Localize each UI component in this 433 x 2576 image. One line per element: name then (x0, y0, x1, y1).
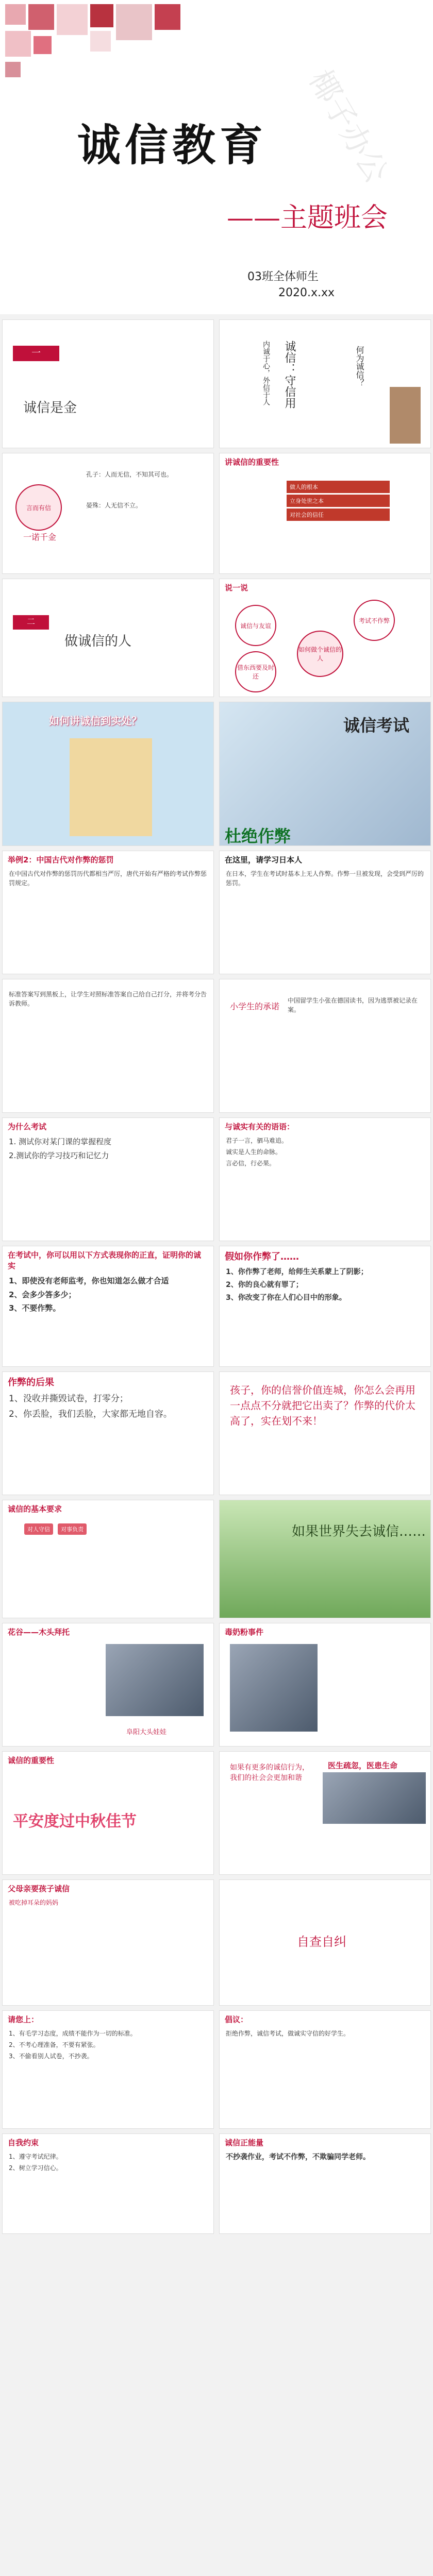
slide-card[interactable] (2, 579, 214, 697)
illustration-image (70, 738, 152, 836)
decor-square (155, 4, 180, 30)
section-title: 诚信是金 (23, 400, 77, 416)
slide-text: 中国留学生小张在德国读书，因为逃票被记录在案。 (288, 997, 418, 1013)
slide-text: 拒绝作弊，诚信考试，做诚实守信的好学生。 (226, 2030, 350, 2037)
slide-title: 倡议： (225, 2015, 248, 2024)
slide-title: 假如你作弊了…… (225, 1251, 299, 1262)
key-point: 做人的根本 (287, 481, 390, 493)
vertical-text: 何为诚信？ (355, 346, 364, 387)
slide-card[interactable] (2, 1500, 214, 1618)
decor-square (5, 62, 21, 77)
slide-text: 在日本，学生在考试时基本上无人作弊。作弊一旦被发现，会受到严厉的惩罚。 (226, 870, 424, 887)
circle-text: 一诺千金 (23, 532, 57, 542)
slide-title: 诚信的基本要求 (8, 1504, 62, 1514)
decor-square (5, 4, 26, 25)
list-item: 1、没收并撕毁试卷，打零分； (9, 1394, 128, 1404)
page-title: 诚信教育 (77, 120, 268, 171)
key-point: 对社会的信任 (287, 509, 390, 521)
list-item: 3、你改变了你在人们心目中的形象。 (226, 1294, 346, 1302)
slide-card[interactable] (219, 1117, 431, 1241)
slide-grid (2, 319, 431, 2239)
slide-card[interactable] (219, 579, 431, 697)
news-photo (230, 1644, 318, 1732)
list-item: 2、不考心理准备，不要有紧张。 (9, 2041, 99, 2048)
slide-text: 如果世界失去诚信…… (292, 1524, 426, 1539)
watermark: 椰子办公 (302, 64, 395, 189)
slide-title: 父母亲要孩子诚信 (8, 1884, 70, 1893)
news-photo (106, 1644, 204, 1716)
slide-card[interactable] (219, 453, 431, 574)
title-slide (0, 0, 433, 314)
slide-card[interactable] (219, 1879, 431, 2006)
news-photo (323, 1772, 426, 1824)
slide-text: 如果有更多的诚信行为，我们的社会会更加和谐 (230, 1764, 309, 1782)
requirement-badge: 对事负责 (58, 1523, 87, 1535)
slide-card[interactable] (2, 1879, 214, 2006)
list-item: 诚实是人生的命脉。 (226, 1148, 282, 1156)
slide-card[interactable] (2, 1371, 214, 1495)
slide-card[interactable] (219, 851, 431, 974)
slide-card[interactable] (219, 1623, 431, 1747)
slide-title: 与诚实有关的语语： (225, 1122, 295, 1131)
slide-card[interactable] (219, 979, 431, 1113)
slide-title: 诚信考试 (343, 716, 410, 735)
slide-card[interactable] (2, 319, 214, 448)
decor-square (116, 4, 152, 40)
slide-title: 小学生的承诺 (230, 1002, 280, 1011)
slide-card[interactable] (2, 702, 214, 846)
slide-title: 为什么考试 (8, 1122, 47, 1131)
slide-text: 在中国古代对作弊的惩罚历代都相当严厉，唐代开始有严格的考试作弊惩罚规定。 (9, 870, 207, 887)
slide-card[interactable] (219, 1500, 431, 1618)
circle-text: 借东西要及时还 (237, 664, 274, 680)
scroll-image (390, 387, 421, 444)
list-item: 1. 测试你对某门课的掌握程度 (9, 1137, 112, 1146)
slide-card[interactable] (219, 1246, 431, 1367)
slide-card[interactable] (219, 1371, 431, 1495)
topic-circle (354, 600, 395, 641)
circle-text: 诚信与友谊 (240, 622, 271, 630)
vertical-text: 诚信：守信用 (283, 341, 296, 409)
slide-title: 如何讲诚信到实处？ (49, 715, 142, 727)
quote-text: 晏殊：人无信不立。 (86, 502, 142, 509)
slide-title: 讲诚信的重要性 (225, 457, 279, 467)
slide-footer: 杜绝作弊 (225, 826, 291, 846)
decor-square (90, 4, 113, 27)
slide-card[interactable] (2, 1751, 214, 1875)
slide-card[interactable] (219, 2010, 431, 2129)
list-item: 3、不偷看别人试卷，不抄袭。 (9, 2053, 93, 2060)
decor-square (34, 36, 52, 54)
slide-card[interactable] (2, 979, 214, 1113)
slide-title: 举例2：中国古代对作弊的惩罚 (8, 855, 114, 865)
list-item: 君子一言，驷马难追。 (226, 1137, 288, 1144)
slide-title: 说一说 (225, 583, 248, 592)
list-item: 2、你的良心就有罪了； (226, 1281, 303, 1289)
slide-text: 孩子，你的信誉价值连城，你怎么会再用一点点不分就把它出卖了？作弊的代价太高了，实在划不来！ (230, 1384, 415, 1427)
circle-text: 言而有信 (26, 504, 51, 512)
slide-title: 诚信正能量 (225, 2138, 264, 2147)
list-item: 2、会多少答多少； (9, 1290, 76, 1299)
topic-circle (235, 605, 276, 646)
slide-title: 请您上： (8, 2015, 39, 2024)
slide-title: 在这里，请学习日本人 (225, 855, 303, 865)
circle-label (15, 484, 62, 531)
slide-card[interactable] (219, 2133, 431, 2234)
slide-title: 自我约束 (8, 2138, 39, 2147)
page-subtitle: ——主题班会 (227, 202, 388, 233)
list-item: 2.测试你的学习技巧和记忆力 (9, 1150, 109, 1160)
decor-square (90, 31, 111, 52)
slide-card[interactable] (219, 702, 431, 846)
date-label: 2020.x.xx (278, 286, 335, 299)
topic-circle (235, 651, 276, 692)
list-item: 2、你丢脸，我们丢脸，大家都无地自容。 (9, 1409, 172, 1419)
class-name: 03班全体师生 (247, 270, 319, 283)
slide-text: 标准答案写到黑板上，让学生对照标准答案自己给自己打分，并将考分告诉教师。 (9, 991, 207, 1007)
list-item: 1、即使没有老师监考，你也知道怎么做才合适 (9, 1276, 169, 1285)
slide-card[interactable] (2, 453, 214, 574)
list-item: 言必信，行必果。 (226, 1160, 276, 1167)
decor-square (57, 4, 88, 35)
vertical-text: 内诚于心，外信于人 (262, 341, 270, 405)
list-item: 2、树立学习信心。 (9, 2164, 62, 2172)
slide-card[interactable] (2, 851, 214, 974)
section-number: 二 (13, 615, 49, 630)
slide-card[interactable] (2, 2010, 214, 2129)
slide-title: 医生疏忽，医患生命 (328, 1761, 398, 1770)
slide-card[interactable] (2, 2133, 214, 2234)
slide-title: 在考试中，你可以用以下方式表现你的正直，证明你的诚实 (8, 1250, 202, 1270)
list-item: 1、你作弊了老师，给师生关系蒙上了阴影； (226, 1268, 368, 1276)
slide-title: 诚信的重要性 (8, 1756, 55, 1765)
photo-caption: 阜阳大头娃娃 (126, 1728, 167, 1736)
requirement-badge: 对人守信 (24, 1523, 53, 1535)
slide-card[interactable] (219, 1751, 431, 1875)
section-number: 一 (13, 346, 59, 361)
quote-text: 孔子：人而无信，不知其可也。 (86, 471, 173, 478)
list-item: 1、有毛学习态度，成绩不能作为一切的标准。 (9, 2030, 137, 2037)
key-point: 立身处世之本 (287, 495, 390, 507)
topic-circle (297, 631, 343, 677)
slide-title: 作弊的后果 (8, 1377, 54, 1388)
slide-title: 花谷——木头拜托 (8, 1628, 70, 1637)
circle-text: 考试不作弊 (358, 617, 390, 624)
slide-card[interactable] (2, 1117, 214, 1241)
list-item: 1、遵守考试纪律。 (9, 2153, 62, 2160)
slide-text: 不抄袭作业，考试不作弊，不欺骗同学老师。 (226, 2153, 370, 2161)
slide-card[interactable] (2, 1246, 214, 1367)
slide-subtitle: 被吃掉耳朵的妈妈 (9, 1899, 59, 1906)
banner-text: 平安度过中秋佳节 (13, 1812, 137, 1831)
slide-title: 自查自纠 (297, 1935, 346, 1949)
slide-title: 毒奶粉事件 (225, 1628, 264, 1637)
circle-text: 如何做个诚信的人 (298, 646, 342, 662)
slide-card[interactable] (2, 1623, 214, 1747)
section-title: 做诚信的人 (64, 634, 132, 649)
decor-square (28, 4, 54, 30)
list-item: 3、不要作弊。 (9, 1303, 61, 1313)
decor-square (5, 31, 31, 57)
slide-card[interactable] (219, 319, 431, 448)
